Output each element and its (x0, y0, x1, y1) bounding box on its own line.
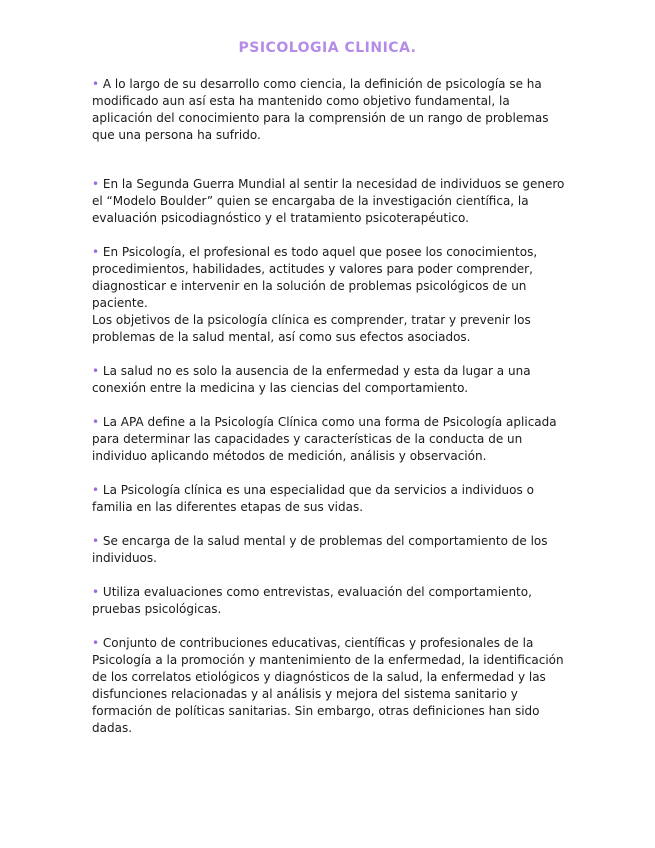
document-body (92, 76, 570, 737)
paragraph-6 (92, 482, 570, 516)
bullet-icon: • (92, 77, 100, 91)
paragraph-text: Se encarga de la salud mental y de problemas del comportamiento de los individuos. (92, 534, 548, 565)
paragraph-continuation: Los objetivos de la psicología clínica es comprender, tratar y prevenir los problemas de la salud mental, así como sus efectos asociados. (92, 313, 531, 344)
paragraph-text: La APA define a la Psicología Clínica como una forma de Psicología aplicada para determinar las capacidades y características de la conducta de un individuo aplicando métodos de medición, análisis y observación. (92, 415, 557, 463)
paragraph-text: La salud no es solo la ausencia de la enfermedad y esta da lugar a una conexión entre la medicina y las ciencias del comportamiento. (92, 364, 531, 395)
paragraph-1 (92, 76, 570, 144)
paragraph-9 (92, 635, 570, 737)
bullet-icon: • (92, 483, 100, 497)
page-title: PSICOLOGIA CLINICA. (238, 40, 417, 56)
bullet-icon: • (92, 177, 100, 191)
paragraph-2 (92, 176, 570, 227)
bullet-icon: • (92, 534, 100, 548)
bullet-icon: • (92, 245, 100, 259)
paragraph-text: Utiliza evaluaciones como entrevistas, evaluación del comportamiento, pruebas psicológicas. (92, 585, 532, 616)
bullet-icon: • (92, 364, 100, 378)
bullet-icon: • (92, 636, 100, 650)
paragraph-text: Conjunto de contribuciones educativas, científicas y profesionales de la Psicología a la promoción y mantenimiento de la enfermedad, la identificación de los correlatos etiológicos y diagnósticos de la salud, la enfermedad y las disfunciones relacionadas y al análisis y mejora del sistema sanitario y formación de políticas sanitarias. Sin embargo, otras definiciones han sido dadas. (92, 636, 564, 735)
paragraph-text: En Psicología, el profesional es todo aquel que posee los conocimientos, procedimientos, habilidades, actitudes y valores para poder comprender, diagnosticar e intervenir en la solución de problemas psicológicos de un paciente. (92, 245, 538, 310)
paragraph-text: A lo largo de su desarrollo como ciencia, la definición de psicología se ha modificado aun así esta ha mantenido como objetivo fundamental, la aplicación del conocimiento para la comprensión de un rango de problemas que una persona ha sufrido. (92, 77, 549, 142)
bullet-icon: • (92, 415, 100, 429)
paragraph-7 (92, 533, 570, 567)
paragraph-4 (92, 363, 570, 397)
paragraph-text: La Psicología clínica es una especialidad que da servicios a individuos o familia en las diferentes etapas de sus vidas. (92, 483, 534, 514)
paragraph-8 (92, 584, 570, 618)
paragraph-3 (92, 244, 570, 346)
bullet-icon: • (92, 585, 100, 599)
paragraph-5 (92, 414, 570, 465)
paragraph-text: En la Segunda Guerra Mundial al sentir la necesidad de individuos se genero el “Modelo Boulder” quien se encargaba de la investigación científica, la evaluación psicodiagnóstico y el tratamiento psicoterapéutico. (92, 177, 565, 225)
